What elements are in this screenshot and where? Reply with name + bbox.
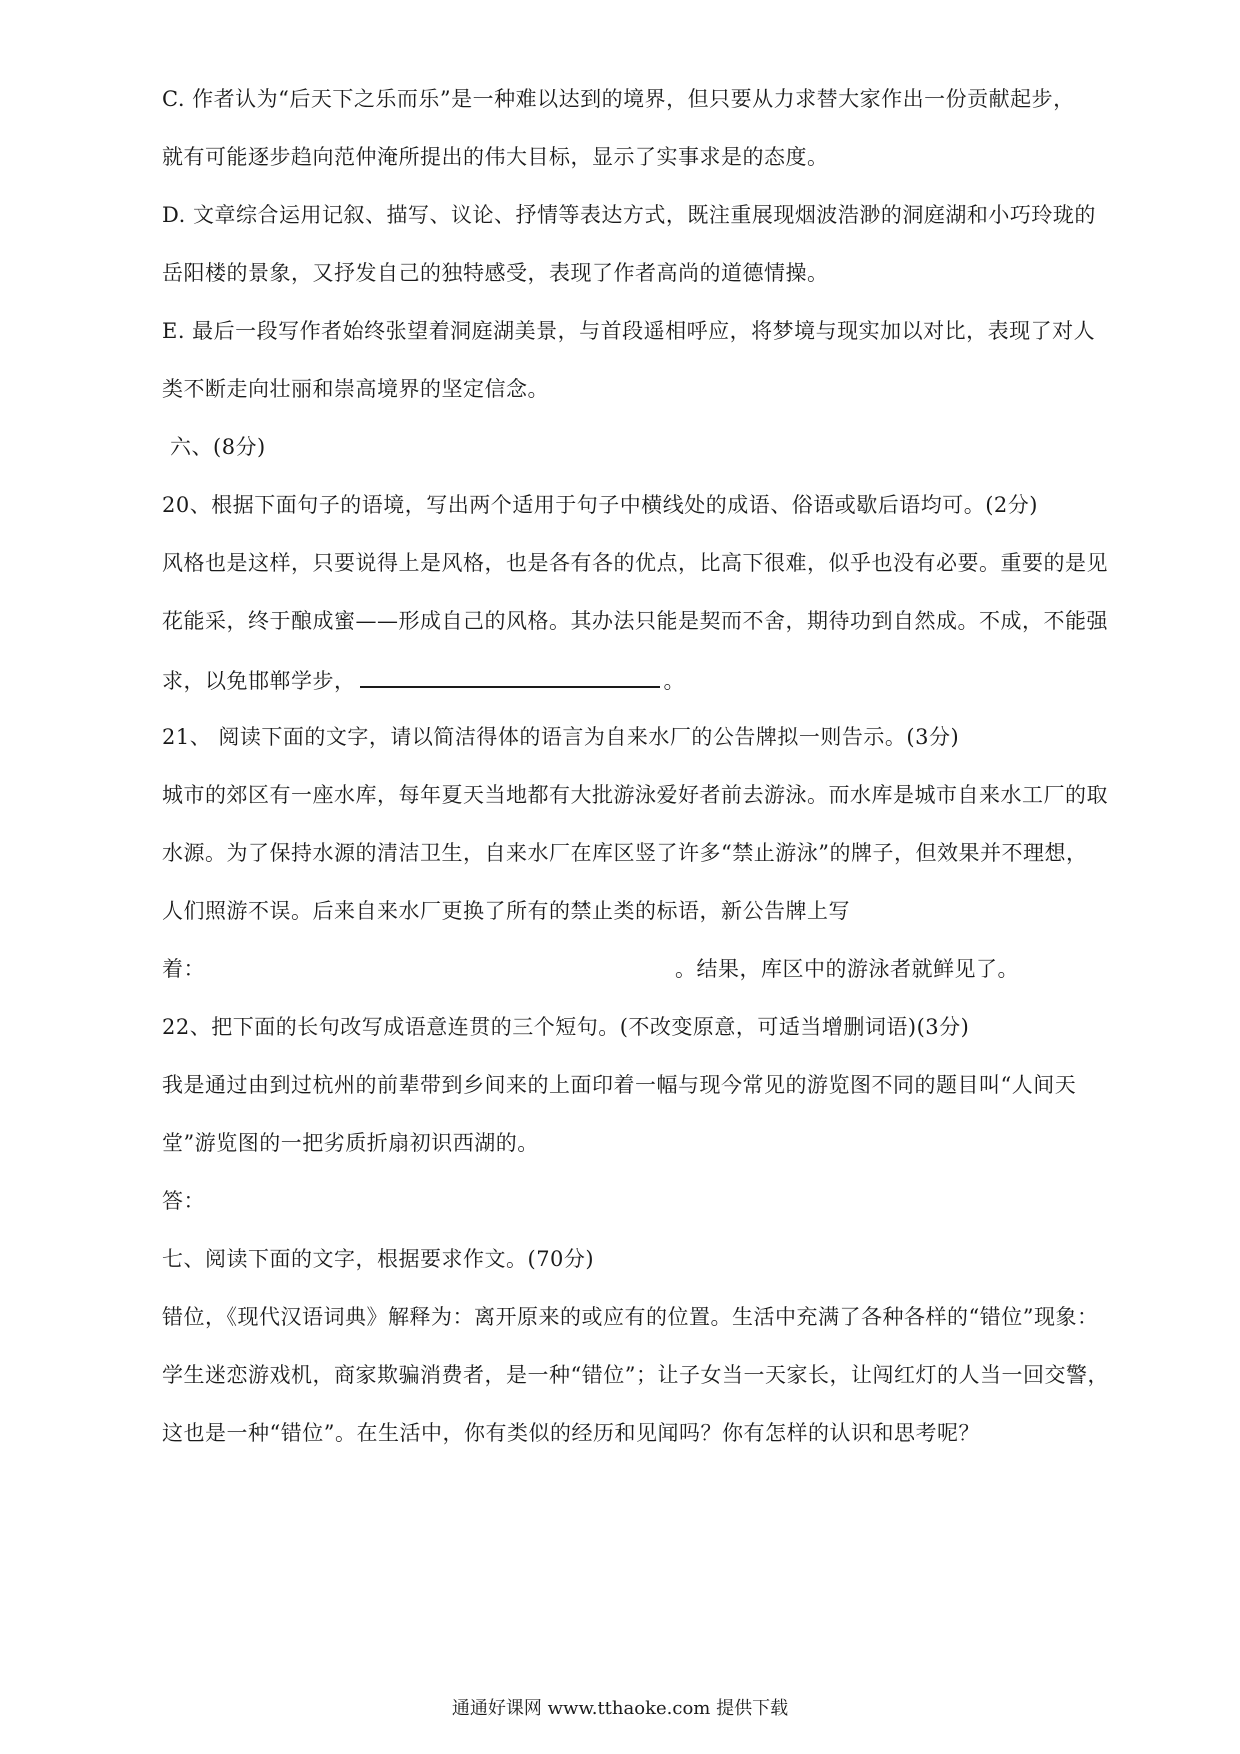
question-20-passage-1: 风格也是这样，只要说得上是风格，也是各有各的优点，比高下很难，似乎也没有必要。重要的是见 (162, 551, 1108, 575)
question-20: 20、根据下面句子的语境，写出两个适用于句子中横线处的成语、俗语或歇后语均可。(2分) (162, 493, 1038, 517)
question-22-passage-1: 我是通过由到过杭州的前辈带到乡间来的上面印着一幅与现今常见的游览图不同的题目叫“人间天 (162, 1073, 1077, 1097)
option-d-line-2: 岳阳楼的景象，又抒发自己的独特感受，表现了作者高尚的道德情操。 (162, 261, 829, 285)
option-e-line-1: E. 最后一段写作者始终张望着洞庭湖美景，与首段遥相呼应，将梦境与现实加以对比，表现了对人 (162, 319, 1096, 343)
essay-prompt-1: 错位，《现代汉语词典》解释为：离开原来的或应有的位置。生活中充满了各种各样的“错位”现象： (162, 1305, 1099, 1329)
question-20-passage-2: 花能采，终于酿成蜜——形成自己的风格。其办法只能是契而不舍，期待功到自然成。不成，不能强 (162, 609, 1108, 633)
option-d-line-1: D. 文章综合运用记叙、描写、议论、抒情等表达方式，既注重展现烟波浩渺的洞庭湖和小巧玲珑的 (162, 203, 1096, 227)
section-six-heading: 六、(8分) (170, 435, 266, 459)
question-20-passage-3 (162, 664, 1122, 696)
answer-blank-underline[interactable] (360, 664, 660, 688)
question-20-passage-3-text: 求，以免邯郸学步， (162, 669, 356, 693)
question-21-passage-4 (162, 954, 1122, 984)
question-21: 21、 阅读下面的文字，请以简洁得体的语言为自来水厂的公告牌拟一则告示。(3分) (162, 725, 960, 749)
question-21-passage-1: 城市的郊区有一座水库，每年夏天当地都有大批游泳爱好者前去游泳。而水库是城市自来水工厂的取 (162, 783, 1108, 807)
question-22: 22、把下面的长句改写成语意连贯的三个短句。(不改变原意，可适当增删词语)(3分) (162, 1015, 970, 1039)
question-21-passage-4-start: 着： (162, 957, 205, 981)
question-21-passage-2: 水源。为了保持水源的清洁卫生，自来水厂在库区竖了许多“禁止游泳”的牌子，但效果并不理想， (162, 841, 1088, 865)
option-e-line-2: 类不断走向壮丽和崇高境界的坚定信念。 (162, 377, 549, 401)
essay-prompt-2: 学生迷恋游戏机，商家欺骗消费者，是一种“错位”；让子女当一天家长，让闯红灯的人当一回交警， (162, 1363, 1109, 1387)
option-c-line-1: C. 作者认为“后天下之乐而乐”是一种难以达到的境界，但只要从力求替大家作出一份贡献起步， (162, 87, 1075, 111)
answer-label: 答： (162, 1189, 205, 1213)
essay-prompt-3: 这也是一种“错位”。在生活中，你有类似的经历和见闻吗？你有怎样的认识和思考呢？ (162, 1421, 980, 1445)
question-21-passage-3: 人们照游不误。后来自来水厂更换了所有的禁止类的标语，新公告牌上写 (162, 899, 850, 923)
question-22-passage-2: 堂”游览图的一把劣质折扇初识西湖的。 (162, 1131, 539, 1155)
option-c-line-2: 就有可能逐步趋向范仲淹所提出的伟大目标，显示了实事求是的态度。 (162, 145, 829, 169)
question-20-passage-3-end: 。 (663, 669, 685, 693)
section-seven-heading: 七、阅读下面的文字，根据要求作文。(70分) (162, 1247, 595, 1271)
question-21-passage-4-end: 。结果，库区中的游泳者就鲜见了。 (675, 957, 1019, 981)
page-footer: 通通好课网 www.tthaoke.com 提供下载 (451, 1698, 789, 1719)
